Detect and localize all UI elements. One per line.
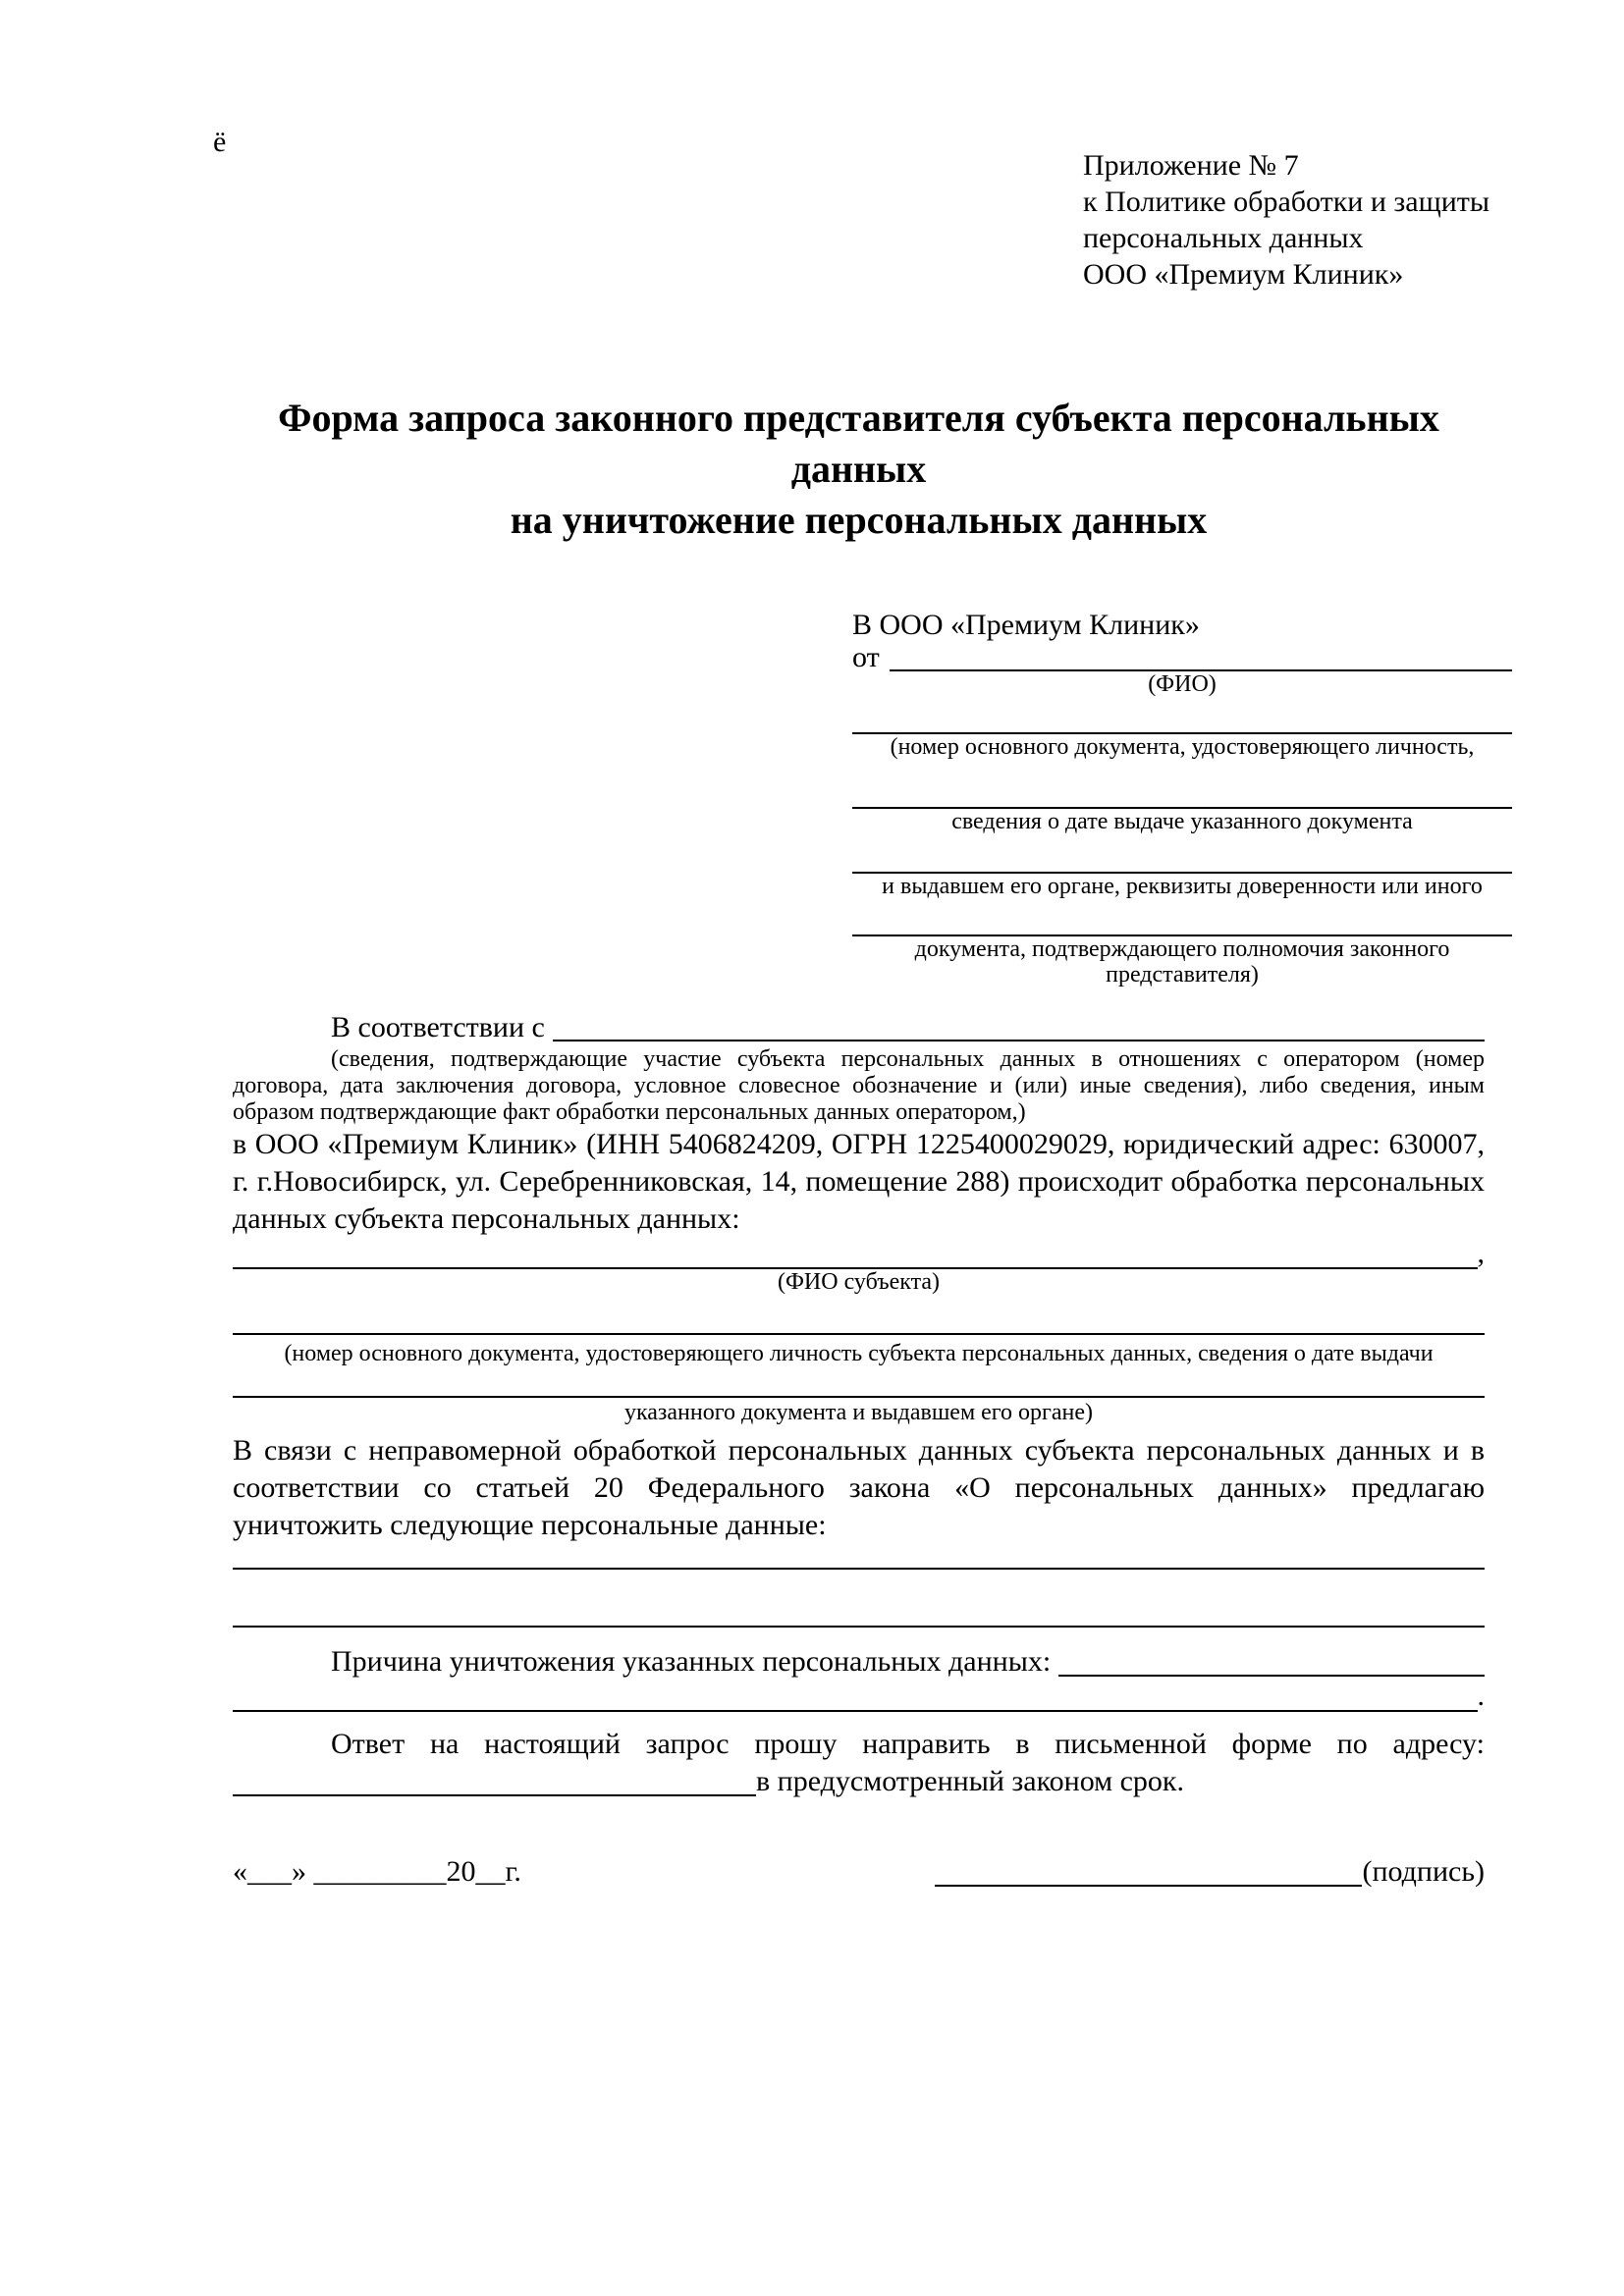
appendix-line: ООО «Премиум Клиник» <box>1083 258 1404 291</box>
appendix-line: персональных данных <box>1083 222 1364 254</box>
subject-fio-comma: , <box>1477 1237 1485 1269</box>
addressee-fill-line <box>852 899 1512 936</box>
signature-group <box>935 1853 1485 1891</box>
appendix-block <box>1083 147 1515 293</box>
appendix-line: Приложение № 7 <box>1083 149 1299 182</box>
addressee-block <box>852 607 1512 988</box>
addressee-fill-line <box>852 760 1512 809</box>
main-body <box>233 1009 1485 1891</box>
subject-doc-fill-line <box>233 1367 1485 1398</box>
signature-caption: (подпись) <box>1362 1855 1485 1888</box>
reason-fill-line <box>1058 1675 1485 1677</box>
addressee-to-line: В ООО «Премиум Клиник» <box>852 609 1200 641</box>
blank-fill-line <box>233 1544 1485 1570</box>
reason-row <box>233 1643 1485 1681</box>
blank-fill-line <box>233 1570 1485 1628</box>
form-title-line-1: Форма запроса законного представителя субъекта персональных данных <box>278 396 1439 491</box>
reason-lead: Причина уничтожения указанных персональных данных: <box>331 1645 1052 1678</box>
reason-continuation-fill-line <box>233 1710 1478 1712</box>
from-label: от <box>852 641 880 673</box>
address-fill-line <box>233 1794 756 1796</box>
addressee-row-caption: и выдавшем его органе, реквизиты доверенности или иного <box>882 874 1483 899</box>
appendix-line: к Политике обработки и защиты <box>1083 186 1490 218</box>
signature-fill-line <box>935 1885 1362 1887</box>
date-line: «___» _________20__г. <box>233 1855 521 1888</box>
accordance-lead: В соответствии с <box>331 1011 545 1043</box>
addressee-row-caption: сведения о дате выдаче указанного документа <box>951 809 1413 834</box>
srok-spacer <box>1184 1763 1485 1800</box>
addressee-row-caption: (номер основного документа, удостоверяющего личность, <box>890 734 1475 760</box>
srok-tail: в предусмотренный законом срок. <box>756 1765 1184 1797</box>
fio-caption: (ФИО) <box>1148 671 1217 697</box>
form-title-line-2: на уничтожение персональных данных <box>510 498 1208 542</box>
accordance-caption: (сведения, подтверждающие участие субъекта персональных данных в отношениях с оператором (номер договора, дата заключения договора, условное словесное обозначение и (или) иные сведения), либо сведения, иным образом подтверждающие факт обработки персональных данных оператором,) <box>233 1046 1485 1125</box>
operator-paragraph: в ООО «Премиум Клиник» (ИНН 5406824209, ОГРН 1225400029029, юридический адрес: 630007, г. г.Новосибирск, ул. Серебренниковская, 14, помещение 288) происходит обработка персональных данных субъекта персональных данных: <box>233 1128 1485 1235</box>
form-title <box>233 393 1485 546</box>
subject-doc-caption-2: указанного документа и выдавшем его органе) <box>623 1400 1094 1425</box>
reason-period: . <box>1477 1680 1485 1712</box>
destroy-paragraph: В связи с неправомерной обработкой персональных данных субъекта персональных данных и в соответствии со статьей 20 Федерального закона «О персональных данных» предлагаю уничтожить следующие персональные данные: <box>233 1434 1485 1541</box>
subject-fio-caption: (ФИО субъекта) <box>777 1269 941 1295</box>
subject-fio-row <box>233 1238 1485 1269</box>
addressee-fill-line <box>852 834 1512 874</box>
footer-row <box>233 1853 1485 1891</box>
srok-row <box>233 1763 1485 1800</box>
addressee-fill-line <box>852 697 1512 734</box>
accordance-fill-line <box>553 1040 1485 1041</box>
addressee-from-row <box>852 641 1512 673</box>
reason-continuation-row <box>233 1681 1485 1712</box>
subject-doc-caption-1: (номер основного документа, удостоверяющего личность субъекта персональных данных, сведения о дате выдачи <box>284 1341 1434 1366</box>
subject-doc-fill-line <box>233 1296 1485 1335</box>
reply-paragraph: Ответ на настоящий запрос прошу направить в письменной форме по адресу: <box>331 1728 1485 1760</box>
addressee-row-caption: документа, подтверждающего полномочия законного представителя) <box>914 936 1450 988</box>
stray-char: ё <box>213 126 227 158</box>
accordance-row <box>233 1009 1485 1046</box>
